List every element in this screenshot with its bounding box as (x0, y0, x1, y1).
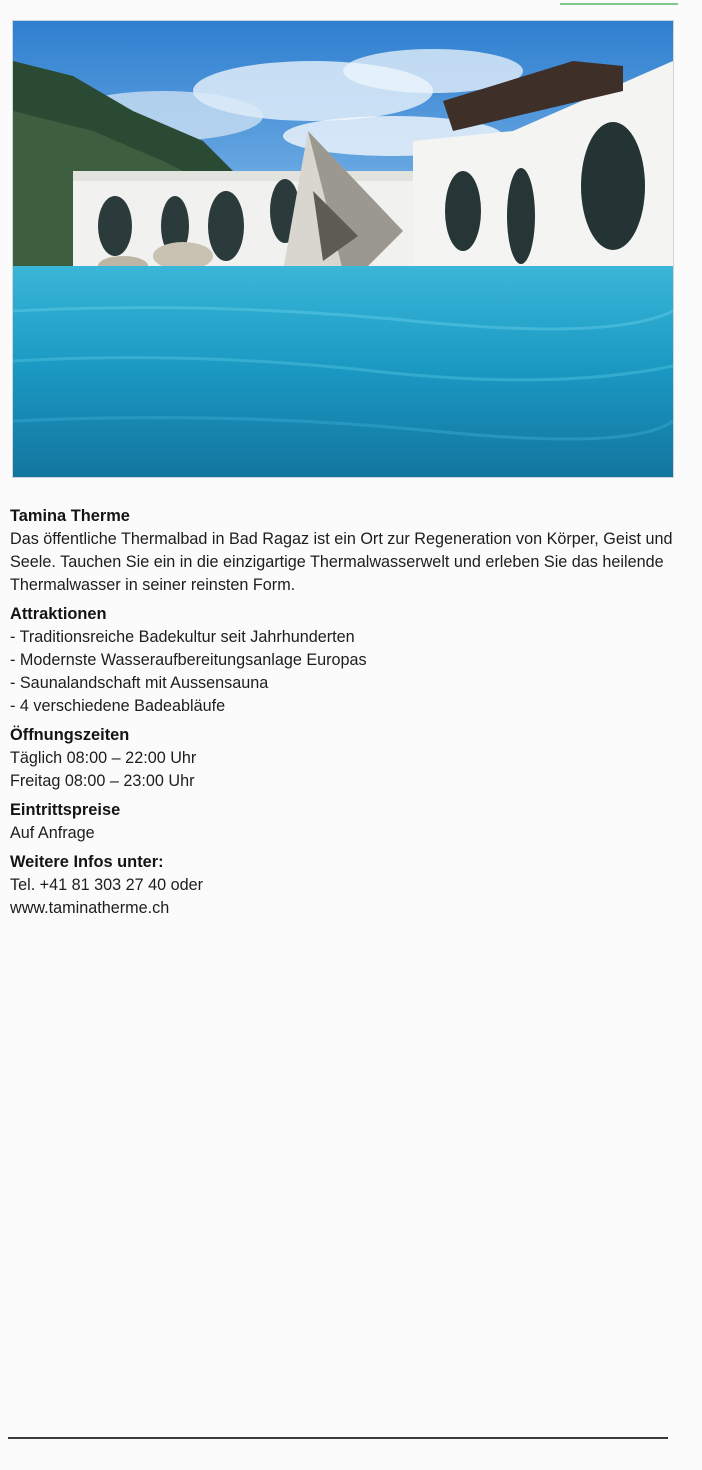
article-intro: Das öffentliche Thermalbad in Bad Ragaz ist ein Ort zur Regeneration von Körper, Geist und Seele. Tauchen Sie ein in die einzigartige Thermalwasserwelt und erleben Sie das heilende Thermalwasser in seiner reinsten Form. (10, 530, 673, 594)
attraktionen-heading: Attraktionen (10, 605, 107, 623)
attraktion-item: - Saunalandschaft mit Aussensauna (10, 674, 269, 692)
infos-section (10, 851, 674, 920)
eintrittspreise-heading: Eintrittspreise (10, 801, 121, 819)
attraktion-item: - 4 verschiedene Badeabläufe (10, 697, 226, 715)
oeffnungszeiten-heading: Öffnungszeiten (10, 726, 130, 744)
oeffnungszeiten-section (10, 724, 674, 793)
article-title: Tamina Therme (10, 507, 130, 525)
attraktion-item: - Modernste Wasseraufbereitungsanlage Europas (10, 651, 367, 669)
accent-line (560, 3, 678, 5)
attraktion-item: - Traditionsreiche Badekultur seit Jahrhunderten (10, 628, 355, 646)
info-text-block (10, 505, 674, 920)
infos-heading: Weitere Infos unter: (10, 853, 164, 871)
phone-line: Tel. +41 81 303 27 40 oder (10, 876, 204, 894)
eintrittspreise-text: Auf Anfrage (10, 824, 95, 842)
website-link[interactable]: www.taminatherme.ch (10, 899, 170, 917)
hours-line: Freitag 08:00 – 23:00 Uhr (10, 772, 195, 790)
therme-photo (12, 20, 674, 478)
bottom-divider (8, 1437, 668, 1439)
hours-line: Täglich 08:00 – 22:00 Uhr (10, 749, 197, 767)
attraktionen-section (10, 603, 674, 718)
eintrittspreise-section (10, 799, 674, 845)
